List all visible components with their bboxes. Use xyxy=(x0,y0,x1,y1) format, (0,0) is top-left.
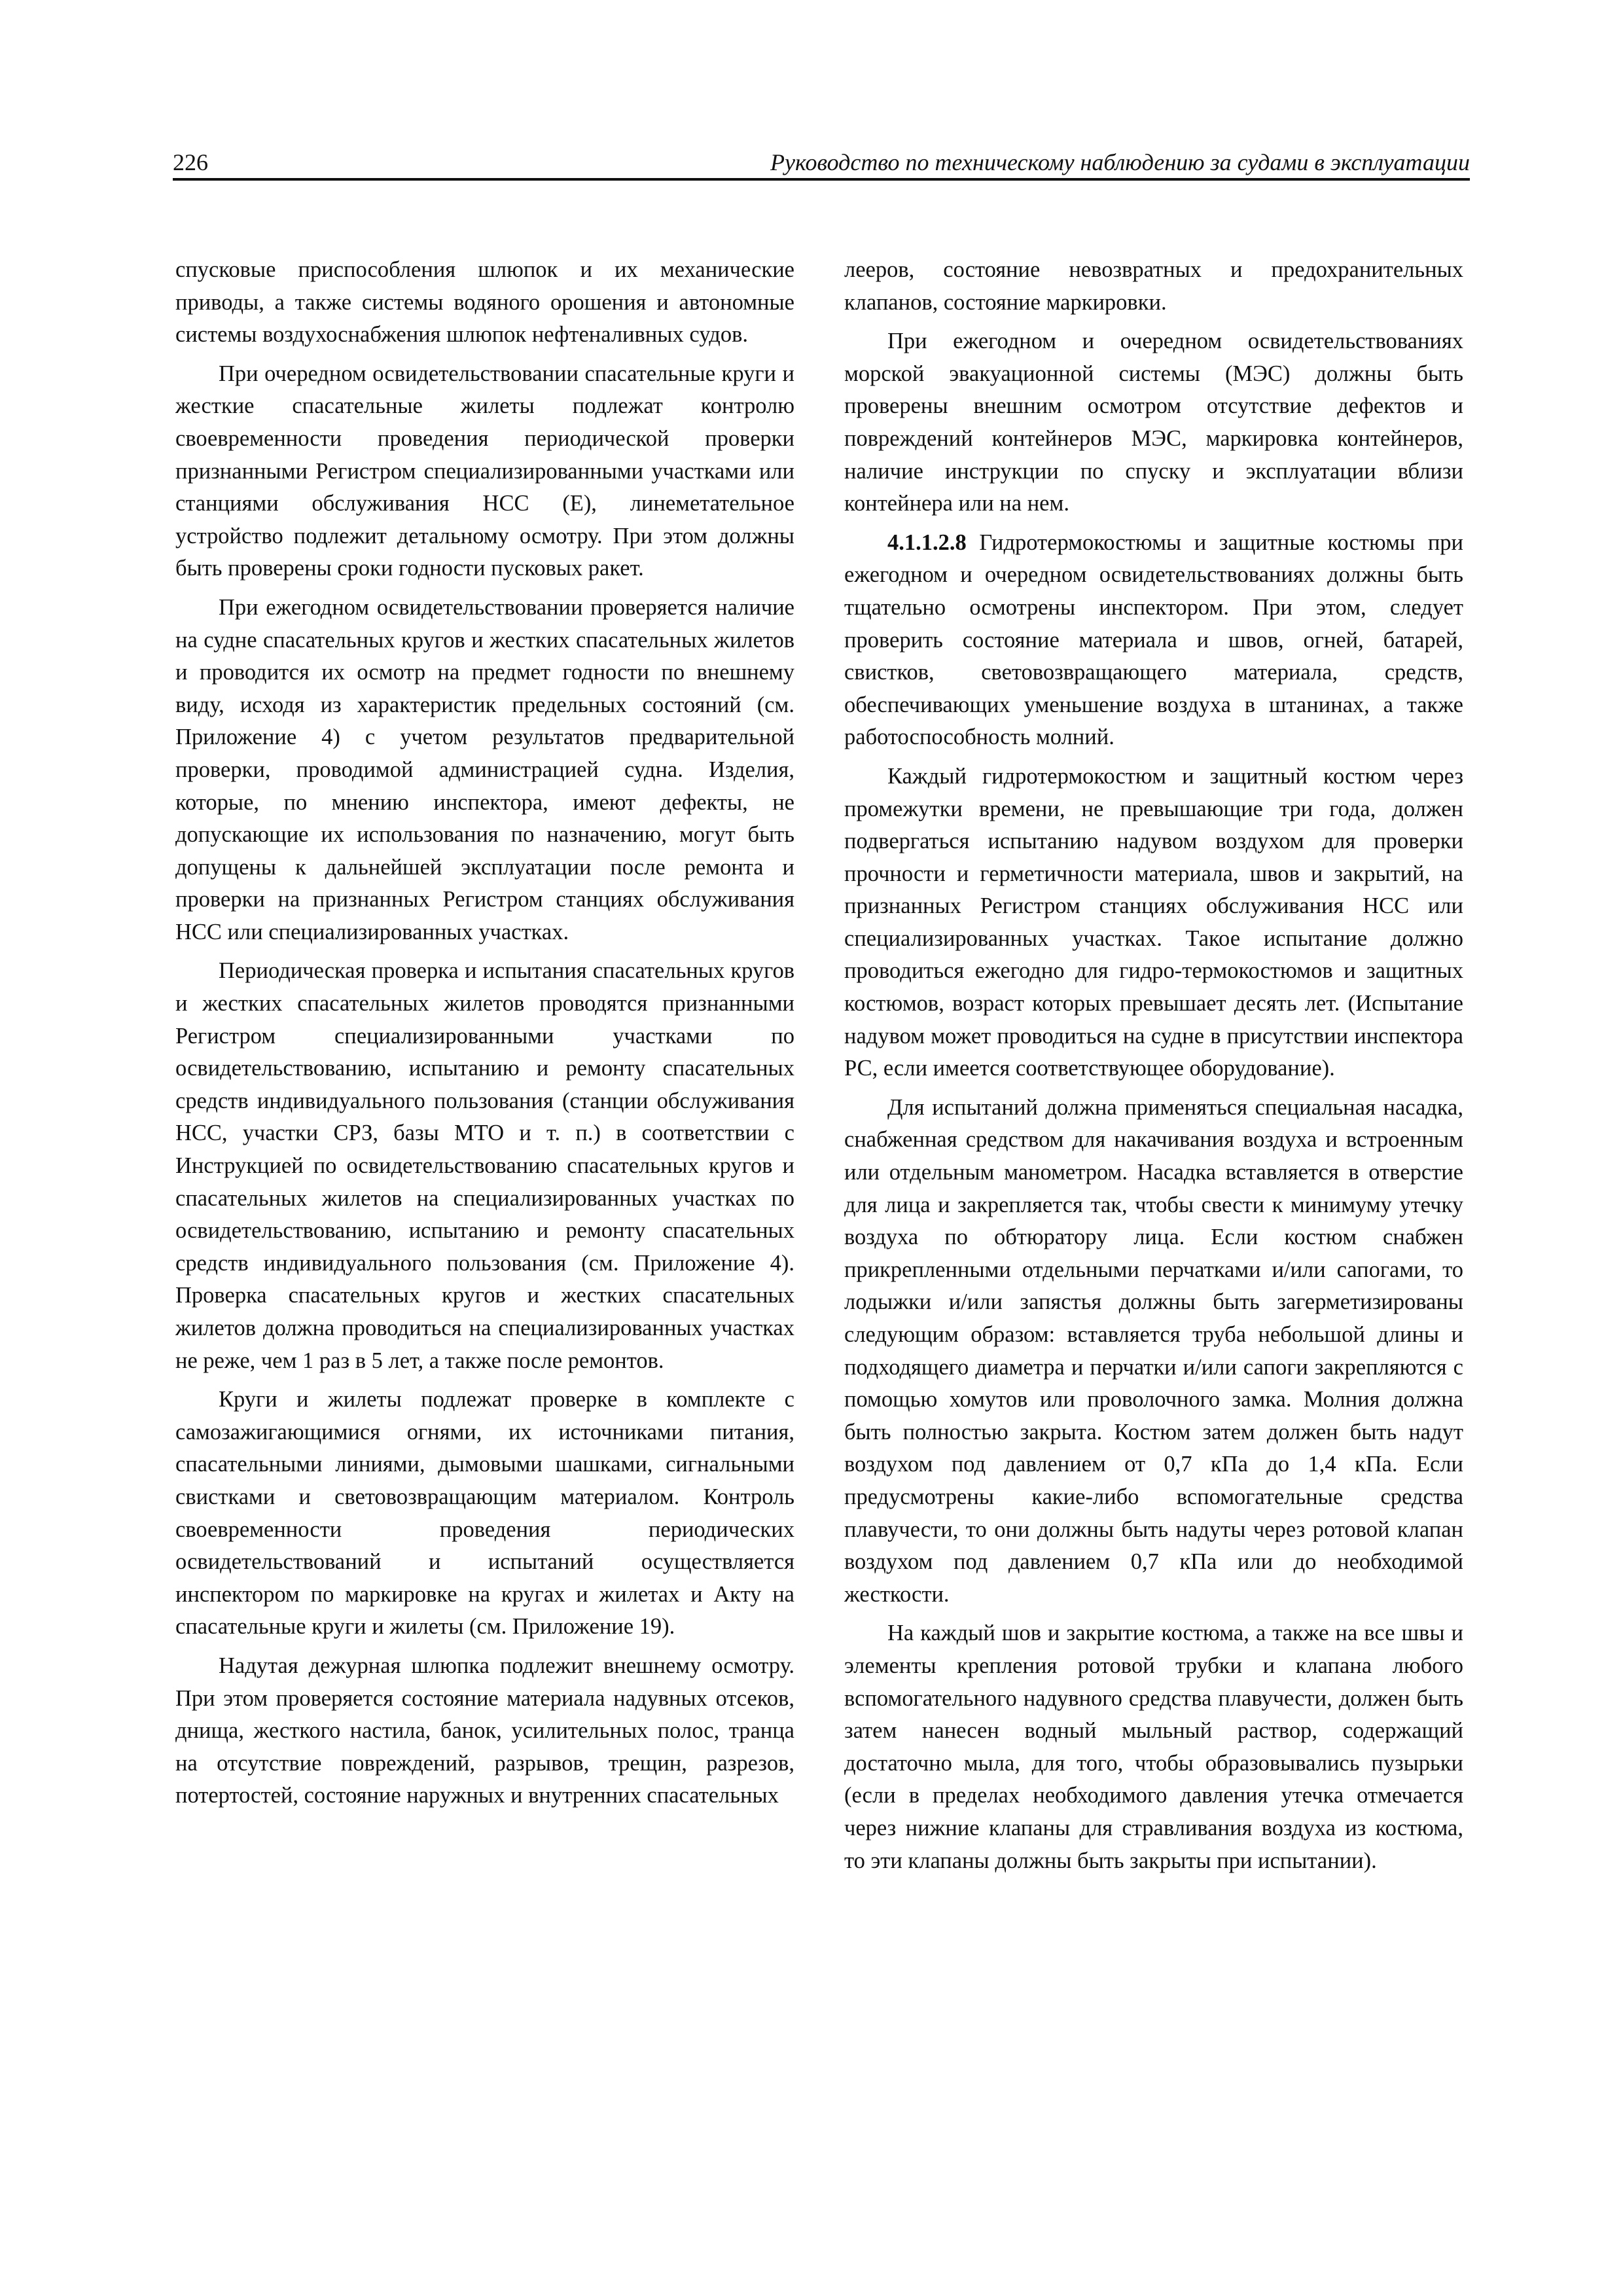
page-header xyxy=(173,145,1470,181)
section-paragraph xyxy=(844,527,1463,754)
paragraph: лееров, состояние невозвратных и предохранительных клапанов, состояние маркировки. xyxy=(844,257,1463,315)
paragraph: Периодическая проверка и испытания спасательных кругов и жестких спасательных жилетов проводятся признанными Регистром специализированными участками по освидетельствованию, испытанию и ремонту спасательных средств индивидуального пользования (станции обслуживания НСС, участки СРЗ, базы МТО и т. п.) в соответствии с Инструкцией по освидетельствованию спасательных кругов и спасательных жилетов на специализированных участках по освидетельствованию, испытанию и ремонту спасательных средств индивидуального пользования (см. Приложение 4). Проверка спасательных кругов и жестких спасательных жилетов должна проводиться на специализированных участках не реже, чем 1 раз в 5 лет, а также после ремонтов. xyxy=(175,958,794,1373)
paragraph: Для испытаний должна применяться специальная насадка, снабженная средством для накачивания воздуха и встроенным или отдельным манометром. Насадка вставляется в отверстие для лица и закрепляется так, чтобы свести к минимуму утечку воздуха по обтюратору лица. Если костюм снабжен прикрепленными отдельными перчатками и/или сапогами, то лодыжки и/или запястья должны быть загерметизированы следующим образом: вставляется труба небольшой длины и подходящего диаметра и перчатки и/или сапоги закрепляются с помощью хомутов или проволочного замка. Молния должна быть полностью закрыта. Костюм затем должен быть надут воздухом под давлением от 0,7 кПа до 1,4 кПа. Если предусмотрены какие-либо вспомогательные средства плавучести, то они должны быть надуты через ротовой клапан воздухом под давлением 0,7 кПа или до необходимой жесткости. xyxy=(844,1094,1463,1607)
running-title: Руководство по техническому наблюдению за судами в эксплуатации xyxy=(770,149,1470,175)
paragraph: Надутая дежурная шлюпка подлежит внешнему осмотру. При этом проверяется состояние материала надувных отсеков, днища, жесткого настила, банок, усилительных полос, транца на отсутствие повреждений, разрывов, трещин, разрезов, потертостей, состояние наружных и внутренних спасательных xyxy=(175,1653,794,1808)
left-column xyxy=(175,254,794,1819)
paragraph: При очередном освидетельствовании спасательные круги и жесткие спасательные жилеты подлежат контролю своевременности проведения периодической проверки признанными Регистром специализированными участками или станциями обслуживания НСС (Е), линеметательное устройство подлежит детальному осмотру. При этом должны быть проверены сроки годности пусковых ракет. xyxy=(175,361,794,581)
paragraph: Каждый гидротермокостюм и защитный костюм через промежутки времени, не превышающие три года, должен подвергаться испытанию надувом воздухом для проверки прочности и герметичности материала, швов и закрытий, на признанных Регистром станциях обслуживания НСС или специализированных участках. Такое испытание должно проводиться ежегодно для гидро-термокостюмов и защитных костюмов, возраст которых превышает десять лет. (Испытание надувом может проводиться на судне в присутствии инспектора РС, если имеется соответствующее оборудование). xyxy=(844,763,1463,1081)
paragraph: На каждый шов и закрытие костюма, а также на все швы и элементы крепления ротовой трубки и клапана любого вспомогательного надувного средства плавучести, должен быть затем нанесен водный мыльный раствор, содержащий достаточно мыла, для того, чтобы образовывались пузырьки (если в пределах необходимого давления утечка отмечается через нижние клапаны для стравливания воздуха из костюма, то эти клапаны должны быть закрыты при испытании). xyxy=(844,1621,1463,1873)
section-number: 4.1.1.2.8 xyxy=(887,529,967,555)
paragraph: При ежегодном освидетельствовании проверяется наличие на судне спасательных кругов и жестких спасательных жилетов и проводится их осмотр на предмет годности по внешнему виду, исходя из характеристик предельных состояний (см. Приложение 4) с учетом результатов предварительной проверки, проводимой администрацией судна. Изделия, которые, по мнению инспектора, имеют дефекты, не допускающие их использования по назначению, могут быть допущены к дальнейшей эксплуатации после ремонта и проверки на признанных Регистром станциях обслуживания НСС или специализированных участках. xyxy=(175,594,794,944)
page-number: 226 xyxy=(173,149,208,175)
paragraph: спусковые приспособления шлюпок и их механические приводы, а также системы водяного орошения и автономные системы воздухоснабжения шлюпок нефтеналивных судов. xyxy=(175,257,794,348)
section-text: Гидротермокостюмы и защитные костюмы при ежегодном и очередном освидетельствованиях должны быть тщательно осмотрены инспектором. При этом, следует проверить состояние материала и швов, огней, батарей, свистков, световозвращающего материала, средств, обеспечивающих уменьшение воздуха в штанинах, а также работоспособность молний. xyxy=(844,529,1463,750)
paragraph: При ежегодном и очередном освидетельствованиях морской эвакуационной системы (МЭС) должны быть проверены внешним осмотром отсутствие дефектов и повреждений контейнеров МЭС, маркировка контейнеров, наличие инструкции по спуску и эксплуатации вблизи контейнера или на нем. xyxy=(844,329,1463,516)
paragraph: Круги и жилеты подлежат проверке в комплекте с самозажигающимися огнями, их источниками питания, спасательными линиями, дымовыми шашками, сигнальными свистками и световозвращающим материалом. Контроль своевременности проведения периодических освидетельствований и испытаний осуществляется инспектором по маркировке на кругах и жилетах и Акту на спасательные круги и жилеты (см. Приложение 19). xyxy=(175,1387,794,1640)
right-column xyxy=(844,254,1463,1884)
